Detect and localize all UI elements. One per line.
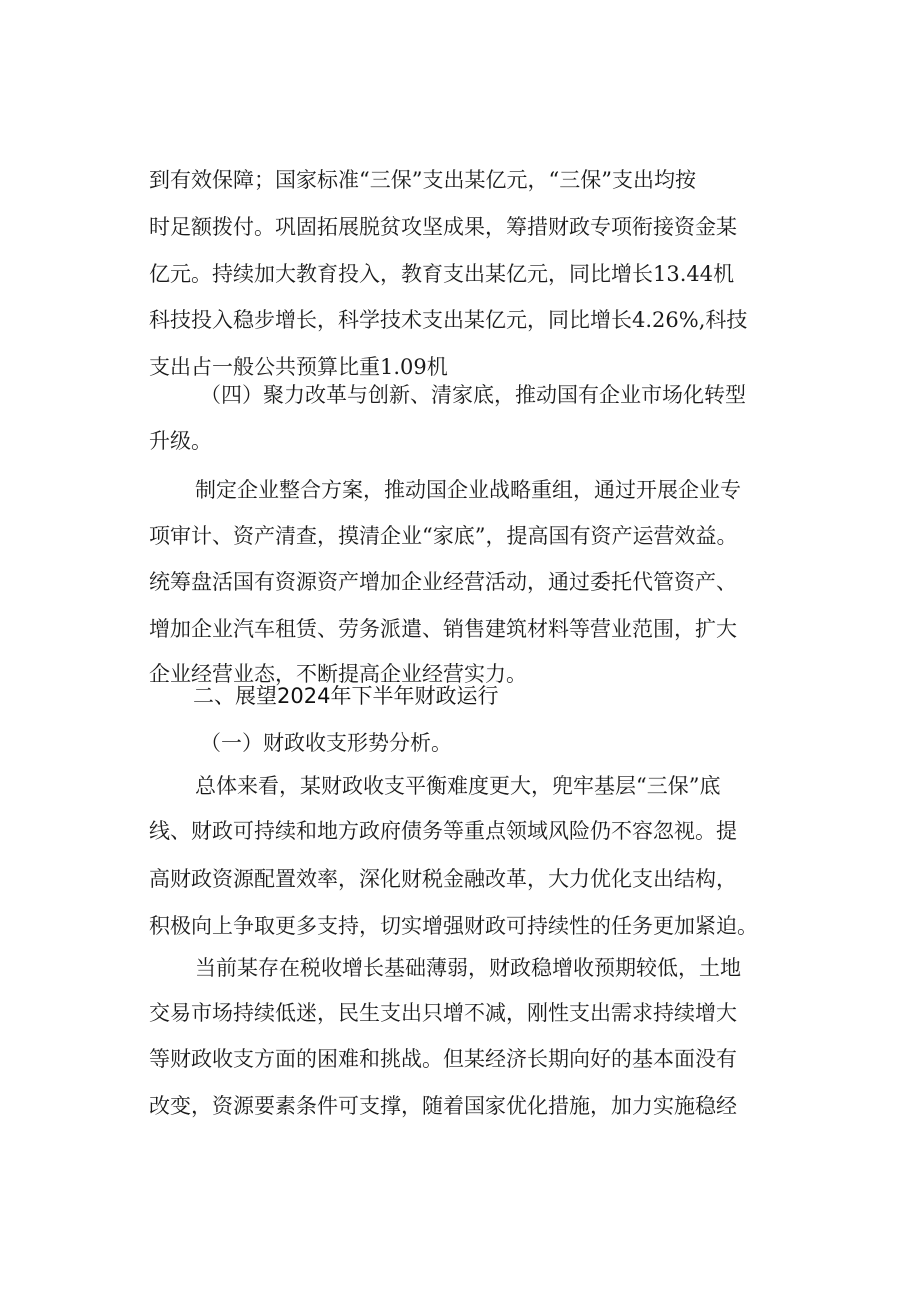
text-line-5: 支出占一般公共预算比重1.09机 [149, 355, 448, 379]
chapter-two-heading: 二、展望2024年下半年财政运行 [193, 684, 499, 708]
text-line-12: 企业经营业态，不断提高企业经营实力。 [149, 662, 527, 686]
text-line-15: 总体来看，某财政收支平衡难度更大，兜牢基层“三保”底 [195, 774, 721, 798]
section-four-heading: （四）聚力改革与创新、清家底，推动国有企业市场化转型 [200, 383, 746, 407]
text-line-4: 科技投入稳步增长，科学技术支出某亿元，同比增长4.26%,科技 [149, 308, 748, 332]
text-line-18: 积极向上争取更多支持，切实增强财政可持续性的任务更加紧迫。 [149, 914, 758, 938]
text-line-16: 线、财政可持续和地方政府债务等重点领域风险仍不容忽视。提 [149, 819, 737, 843]
subsection-one-heading: （一）财政收支形势分析。 [200, 731, 452, 755]
text-line-20: 交易市场持续低迷，民生支出只增不减，刚性支出需求持续增大 [149, 1001, 737, 1025]
text-line-3: 亿元。持续加大教育投入，教育支出某亿元，同比增长13.44机 [149, 262, 735, 286]
text-line-10: 统筹盘活国有资源资产增加企业经营活动，通过委托代管资产、 [149, 570, 737, 594]
text-line-7: 升级。 [149, 429, 212, 453]
text-line-11: 增加企业汽车租赁、劳务派遣、销售建筑材料等营业范围，扩大 [149, 617, 737, 641]
text-line-19: 当前某存在税收增长基础薄弱，财政稳增收预期较低，土地 [195, 956, 741, 980]
text-line-1: 到有效保障；国家标准“三保”支出某亿元，“三保”支出均按 [149, 168, 696, 192]
text-line-22: 改变，资源要素条件可支撑，随着国家优化措施，加力实施稳经 [149, 1094, 737, 1118]
text-line-17: 高财政资源配置效率，深化财税金融改革，大力优化支出结构， [149, 867, 737, 891]
text-line-8: 制定企业整合方案，推动国企业战略重组，通过开展企业专 [195, 478, 741, 502]
text-line-21: 等财政收支方面的困难和挑战。但某经济长期向好的基本面没有 [149, 1047, 737, 1071]
text-line-2: 时足额拨付。巩固拓展脱贫攻坚成果，筹措财政专项衔接资金某 [149, 215, 737, 239]
text-line-9: 项审计、资产清查，摸清企业“家底”，提高国有资产运营效益。 [149, 524, 738, 548]
